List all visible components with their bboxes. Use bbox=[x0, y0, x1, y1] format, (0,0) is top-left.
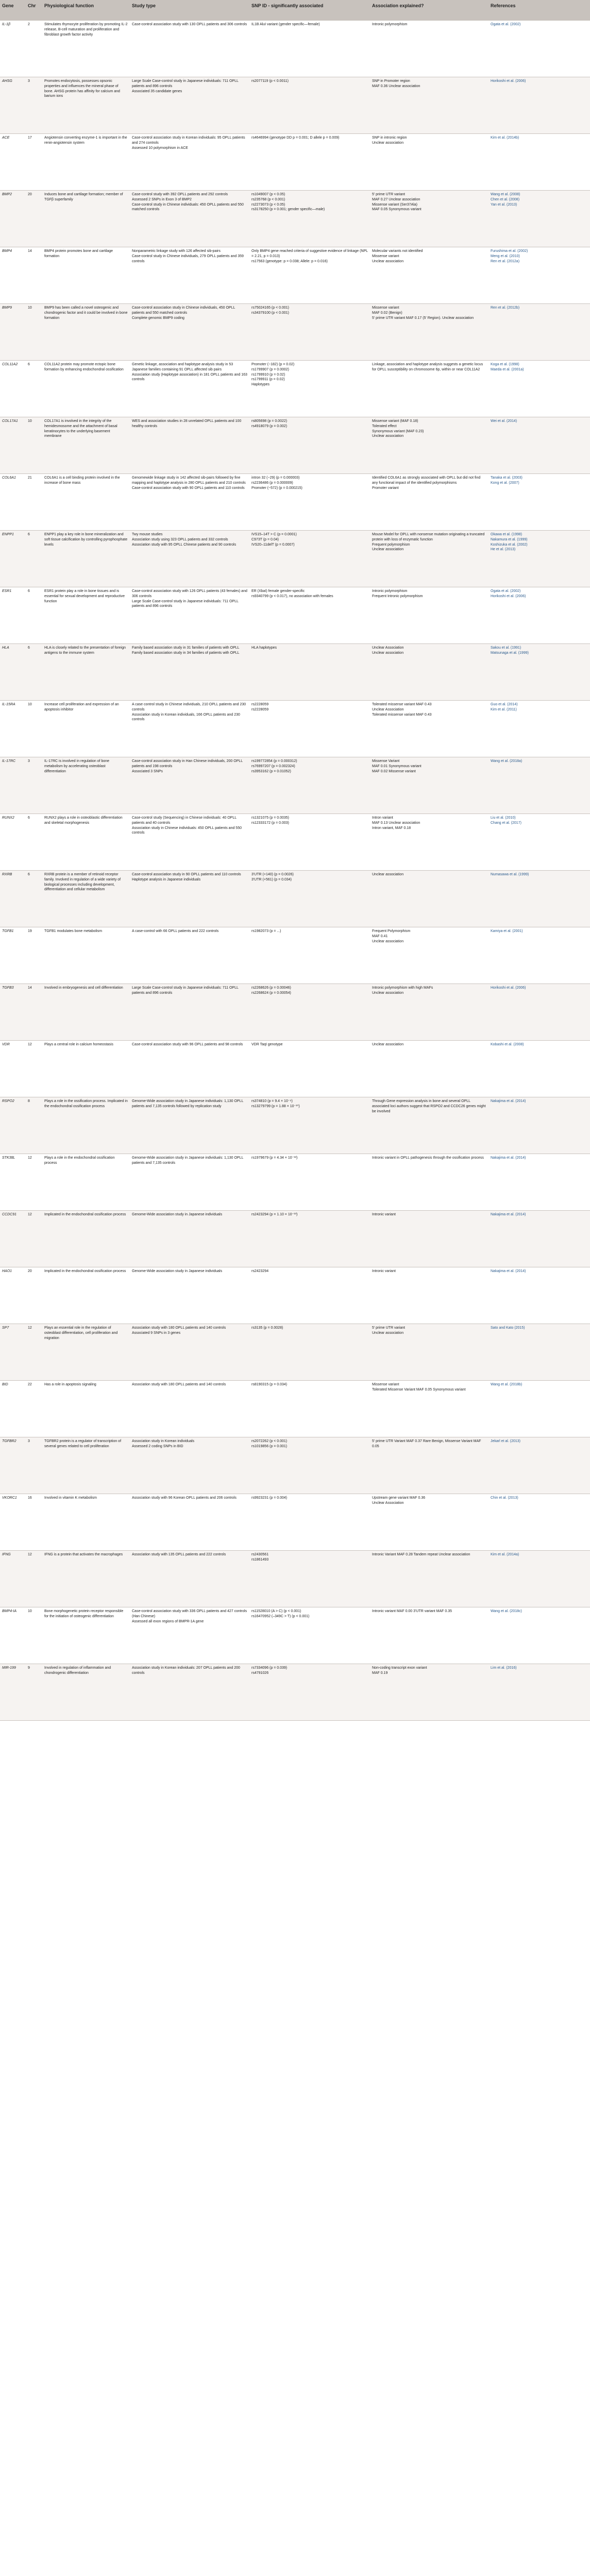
cell-references[interactable]: Nakajima et al. (2014) bbox=[491, 1099, 526, 1103]
cell-associated: SNP in intronic region Unclear association bbox=[372, 136, 407, 145]
cell-associated: Missense variant Tolerated Missense Variant MAF 0.05 Synonymous variant bbox=[372, 1383, 466, 1392]
cell-references[interactable]: Kamiya et al. (2001) bbox=[491, 929, 523, 933]
cell-associated: Intronic variant in OPLL pathogenesis through the ossification process bbox=[372, 1156, 484, 1160]
cell-associated: Missense Variant MAF 0.01 Synonymous variant MAF 0.02 Missense variant bbox=[372, 759, 422, 773]
cell-gene: IL-1β bbox=[2, 23, 11, 26]
cell-study: Genomewide linkage study in 142 affected sib-pairs followed by fine mapping and haplotype analysis in 280 OPLL patients and 210 controls Case-control association study with 90 OPLL patients and 110 controls bbox=[132, 476, 246, 490]
cell-gene: IL-15RA bbox=[2, 703, 15, 706]
cell-gene: TGFBR2 bbox=[2, 1439, 16, 1443]
cell-associated: Upstream gene variant MAF 0.36 Unclear Association bbox=[372, 1496, 426, 1505]
cell-study: Case-control association study with 96 OPLL patients and 98 controls bbox=[132, 1043, 243, 1046]
cell-gene: HAO1 bbox=[2, 1269, 12, 1273]
cell-gene: BMP2 bbox=[2, 193, 12, 196]
cell-chr: 10 bbox=[28, 1609, 32, 1613]
cell-function: TGFBR2 protein is a regulator of transcription of several genes related to cell proliferation bbox=[44, 1439, 122, 1448]
table-row bbox=[0, 77, 590, 134]
cell-gene: RXRB bbox=[2, 873, 12, 876]
cell-function: COL11A2 protein may promote ectopic bone formation by enhancing endochondral ossification bbox=[44, 363, 124, 371]
cell-references[interactable]: Lim et al. (2016) bbox=[491, 1666, 517, 1670]
cell-associated: Intronic variant MAF 0.00 3'UTR variant MAF 0.35 bbox=[372, 1609, 452, 1613]
cell-function: ESR1 protein play a role in bone tissues and is essential for sexual development and reproductive function bbox=[44, 589, 125, 603]
cell-function: Promotes endocytosis, possesses opsonic properties and influences the mineral phase of bone. AHSG protein has affinity for calcium and barium ions bbox=[44, 79, 120, 98]
cell-references[interactable]: Kobashi et al. (2008) bbox=[491, 1043, 524, 1046]
cell-study: Large Scale Case-control study in Japanese individuals: 711 OPLL patients and 896 controls bbox=[132, 986, 239, 995]
cell-function: HLA is closely related to the presentation of foreign antigens to the immune system bbox=[44, 646, 126, 655]
cell-chr: 12 bbox=[28, 1043, 32, 1046]
cell-associated: 5' prime UTR Variant MAF 0.37 Rare Benign, Missense Variant MAF 0.05 bbox=[372, 1439, 481, 1448]
cell-associated: 5' prime UTR variant MAF 0.27 Unclear association Missense variant (Ser37Ala) MAF 0.05 Synonymous variant bbox=[372, 193, 422, 212]
table-row bbox=[0, 361, 590, 417]
table-row bbox=[0, 1551, 590, 1607]
cell-function: ENPP1 play a key role in bone mineralization and soft tissue calcification by controlling pyrophosphate levels bbox=[44, 533, 128, 547]
cell-study: Case-control study (Sequencing) in Chinese individuals: 40 OPLL patients and 40 controls Association study in Chinese individuals: 450 OPLL patients and 550 controls bbox=[132, 816, 242, 835]
table-row bbox=[0, 1211, 590, 1267]
cell-study: Case-control study with 392 OPLL patients and 292 controls Assessed 2 SNPs in Exon 3 of BMP2 Case-control study in Chinese individuals: 450 OPLL patients and 550 matched controls bbox=[132, 193, 244, 212]
cell-references[interactable]: Wang et al. (2008) Chen et al. (2008) Yan et al. (2013) bbox=[491, 193, 520, 207]
cell-references[interactable]: Ogata et al. (2002) Horikoshi et al. (2006) bbox=[491, 589, 526, 598]
cell-function: BMP9 has been called a novel osteogenic and chondrogenic factor and it could be involved in bone formation bbox=[44, 306, 128, 320]
cell-chr: 2 bbox=[28, 23, 30, 26]
cell-study: Case-control association study with 130 OPLL patients and 306 controls bbox=[132, 23, 247, 26]
cell-chr: 12 bbox=[28, 1553, 32, 1556]
cell-function: Involved in embryogenesis and cell differentiation bbox=[44, 986, 123, 990]
cell-study: WES and association studies in 28 unrelated OPLL patients and 100 healthy controls bbox=[132, 419, 242, 428]
cell-function: COL17A1 is involved in the integrity of the hemidesmosome and the attachment of basal keratinocytes to the underlying basement membrane bbox=[44, 419, 117, 438]
cell-function: Involved in vitamin K metabolism bbox=[44, 1496, 97, 1500]
cell-references[interactable]: Wang et al. (2018c) bbox=[491, 1609, 522, 1613]
cell-chr: 9 bbox=[28, 1666, 30, 1670]
cell-function: Angiotensin converting enzyme-1 is important in the renin-angiotensin system bbox=[44, 136, 127, 145]
cell-snp: Promoter (−182) (p = 0.02) rs1799907 (p = 0.0002) rs1799910 (p = 0.02) rs1799911 (p = 0.02) Haplotypes bbox=[251, 363, 295, 387]
cell-references[interactable]: Tanaka et al. (2003) Kong et al. (2007) bbox=[491, 476, 522, 485]
cell-references[interactable]: Horikoshi et al. (2006) bbox=[491, 79, 526, 83]
cell-study: Genome-Wide association study in Japanese individuals: 1,130 OPLL patients and 7,135 controls bbox=[132, 1156, 244, 1165]
cell-chr: 21 bbox=[28, 476, 32, 480]
cell-study: Association study with 180 OPLL patients and 140 controls Associated 9 SNPs in 3 genes bbox=[132, 1326, 226, 1335]
cell-function: BMP4 protein promotes bone and cartilage formation bbox=[44, 249, 113, 258]
cell-associated: Intronic variant bbox=[372, 1269, 396, 1273]
cell-gene: ESR1 bbox=[2, 589, 12, 593]
cell-associated: Unclear Association Unclear association bbox=[372, 646, 404, 655]
cell-gene: IL-17RC bbox=[2, 759, 16, 763]
cell-snp: rs8190315 (p = 0.034) bbox=[251, 1383, 288, 1386]
cell-snp: rs2072262 (p < 0.001) rs1019856 (p = 0.001) bbox=[251, 1439, 288, 1448]
cell-study: A case-control with 66 OPLL patients and 222 controls bbox=[132, 929, 219, 933]
cell-chr: 20 bbox=[28, 193, 32, 196]
cell-associated: Linkage, association and haplotype analysis suggests a genetic locus for OPLL susceptibility on chromosome 6p, within or near COL11A2 bbox=[372, 363, 483, 371]
cell-snp: rs75024165 (p < 0.001) rs34379100 (p < 0.001) bbox=[251, 306, 289, 315]
cell-chr: 6 bbox=[28, 533, 30, 536]
table-header bbox=[0, 0, 590, 21]
table-row bbox=[0, 134, 590, 191]
cell-gene: RUNX2 bbox=[2, 816, 14, 820]
cell-references[interactable]: Wang et al. (2018a) bbox=[491, 759, 522, 763]
cell-gene: VKORC1 bbox=[2, 1496, 17, 1500]
cell-chr: 10 bbox=[28, 306, 32, 310]
table-row bbox=[0, 1267, 590, 1324]
cell-function: COL6A1 is a cell binding protein involved in the increase of bone mass bbox=[44, 476, 120, 485]
cell-snp: rs374810 (p = 9.4 × 10⁻⁹) rs13279799 (p = 1.88 × 10⁻¹⁰) bbox=[251, 1099, 300, 1108]
cell-function: Plays a role in the endochondral ossification process bbox=[44, 1156, 115, 1165]
cell-associated: Missense variant (MAF 0.18) Tolerated effect Synonymous variant (MAF 0.23) Unclear association bbox=[372, 419, 424, 438]
cell-associated: Non-coding transcript exon variant MAF 0.19 bbox=[372, 1666, 427, 1675]
cell-study: Genome-Wide association study in Japanese individuals bbox=[132, 1269, 223, 1273]
table-row bbox=[0, 1494, 590, 1551]
cell-associated: SNP in Promoter region MAF 0.36 Unclear association bbox=[372, 79, 420, 88]
cell-study: Large Scale Case-control study in Japanese individuals: 711 OPLL patients and 896 controls Associated 35 candidate genes bbox=[132, 79, 239, 93]
cell-snp: rs3135 (p = 0.0028) bbox=[251, 1326, 283, 1330]
cell-associated: Missense variant MAF 0.02 (Benign) 5' prime UTR variant MAF 0.17 (5' Region). Unclear association bbox=[372, 306, 474, 320]
cell-snp: intron 32 (−29) (p = 0.000003) rs2236486 (p = 0.000009) Promoter (−572) (p = 0.000215) bbox=[251, 476, 302, 490]
cell-references[interactable]: Jekarl et al. (2013) bbox=[491, 1439, 520, 1443]
cell-snp: IL1B AluI variant (gender specific—female) bbox=[251, 23, 320, 26]
cell-gene: TGFB3 bbox=[2, 986, 14, 990]
cell-references[interactable]: Wang et al. (2018b) bbox=[491, 1383, 522, 1386]
cell-study: Association study with 180 OPLL patients and 140 controls bbox=[132, 1383, 226, 1386]
table-row bbox=[0, 871, 590, 927]
cell-associated: Identified COL6A1 as strongly associated with OPLL but did not find any functional impact of the identified polymorphisms Promoter variant bbox=[372, 476, 481, 490]
cell-snp: rs2423294 (p = 1.10 × 10⁻¹³) bbox=[251, 1213, 298, 1216]
cell-gene: COL6A1 bbox=[2, 476, 16, 480]
cell-chr: 10 bbox=[28, 419, 32, 423]
cell-chr: 12 bbox=[28, 1213, 32, 1216]
cell-study: Association study with 96 Korean OPLL patients and 206 controls bbox=[132, 1496, 237, 1500]
table-row bbox=[0, 1097, 590, 1154]
cell-gene: BMP4 bbox=[2, 249, 12, 253]
cell-function: Increase cell proliferation and expression of an apoptosis inhibitor bbox=[44, 703, 119, 711]
cell-snp: rs1979679 (p = 4.34 × 10⁻¹²) bbox=[251, 1156, 298, 1160]
cell-references[interactable]: Nakajima et al. (2014) bbox=[491, 1156, 526, 1160]
cell-references[interactable]: Numasawa et al. (1999) bbox=[491, 873, 529, 876]
cell-gene: BMP9 bbox=[2, 306, 12, 310]
cell-snp: rs199772854 (p = 0.000312) rs76997207 (p = 0.002324) rs3953162 (p = 0.01052) bbox=[251, 759, 297, 773]
cell-chr: 8 bbox=[28, 1099, 30, 1103]
header-chr: Chr bbox=[28, 3, 36, 8]
cell-function: Plays an essential role in the regulation of osteoblast differentiation, cell proliferation and migration bbox=[44, 1326, 118, 1340]
cell-snp: HLA haplotypes bbox=[251, 646, 277, 650]
table-row bbox=[0, 417, 590, 474]
cell-chr: 6 bbox=[28, 873, 30, 876]
cell-associated: Molecular variants not identified Missense variant Unclear association bbox=[372, 249, 423, 263]
cell-chr: 6 bbox=[28, 363, 30, 366]
table-row bbox=[0, 814, 590, 871]
cell-function: Induces bone and cartilage formation; member of TGFβ superfamily bbox=[44, 193, 123, 201]
cell-gene: IFNG bbox=[2, 1553, 11, 1556]
cell-study: Association study with 135 OPLL patients and 222 controls bbox=[132, 1553, 226, 1556]
cell-study: Case-control association study in 90 OPLL patients and 110 controls Haplotype analysis in Japanese individuals bbox=[132, 873, 241, 882]
cell-function: IL-17RC is involved in regulation of bone metabolism by accelerating osteoblast differentiation bbox=[44, 759, 110, 773]
table-row bbox=[0, 984, 590, 1041]
header-references: References bbox=[491, 3, 516, 8]
cell-snp: rs1321075 (p = 0.0035) rs12333172 (p = 0.003) bbox=[251, 816, 289, 825]
cell-chr: 12 bbox=[28, 1326, 32, 1330]
cell-snp: IVS15–14T > C (p = 0.0001) C973T (p = 0.04) IVS20–11delT (p = 0.0007) bbox=[251, 533, 297, 547]
cell-function: Bone morphogenetic protein receptor responsible for the initiation of osteogenic differentiation bbox=[44, 1609, 124, 1618]
cell-associated: Through Gene expression analysis in bone and several OPLL associated loci authors suggest that RSPO2 and CCDC26 genes might be involved bbox=[372, 1099, 486, 1113]
cell-snp: rs2268626 (p = 0.00046) rs2268624 (p = 0.00054) bbox=[251, 986, 291, 995]
cell-snp: rs4646994 (genotype DD p = 0.001; D allele p = 0.009) bbox=[251, 136, 340, 140]
cell-chr: 20 bbox=[28, 1269, 32, 1273]
cell-references[interactable]: Nakajima et al. (2014) bbox=[491, 1213, 526, 1216]
cell-study: Association study in Korean individuals Assessed 2 coding SNPs in BID bbox=[132, 1439, 195, 1448]
cell-references[interactable]: Chin et al. (2013) bbox=[491, 1496, 518, 1500]
cell-gene: VDR bbox=[2, 1043, 10, 1046]
cell-function: Plays a central role in calcium homeostasis bbox=[44, 1043, 113, 1046]
cell-gene: AHSG bbox=[2, 79, 12, 83]
cell-chr: 10 bbox=[28, 703, 32, 706]
cell-chr: 6 bbox=[28, 589, 30, 593]
table-row bbox=[0, 1437, 590, 1494]
cell-references[interactable]: Sakou et al. (1991) Matsunaga et al. (1999) bbox=[491, 646, 529, 655]
cell-associated: Unclear association bbox=[372, 1043, 404, 1046]
cell-references[interactable]: Guo et al. (2014) Kim et al. (2011) bbox=[491, 703, 518, 711]
table-row bbox=[0, 587, 590, 644]
cell-study: Case-control association study with 126 OPLL patients (43 females) and 306 controls Large Scale Case-control study in Japanese individuals: 711 OPLL patients and 896 controls bbox=[132, 589, 247, 608]
cell-gene: RSPO2 bbox=[2, 1099, 14, 1103]
cell-chr: 3 bbox=[28, 1439, 30, 1443]
cell-gene: CCDC91 bbox=[2, 1213, 17, 1216]
cell-chr: 17 bbox=[28, 136, 32, 140]
cell-study: Genome-Wide association study in Japanese individuals: 1,130 OPLL patients and 7,135 controls followed by replication study bbox=[132, 1099, 244, 1108]
table-row bbox=[0, 1154, 590, 1211]
cell-function: RUNX2 plays a role in osteoblastic differentiation and skeletal morphogenesis bbox=[44, 816, 123, 825]
table-row bbox=[0, 757, 590, 814]
cell-snp: rs2077119 (p < 0.0011) bbox=[251, 79, 289, 83]
header-function: Physiological function bbox=[44, 3, 94, 8]
cell-snp: rs1049007 (p < 0.05) rs235768 (p < 0.001) rs2273073 (p < 0.05) rs3178250 (p = 0.001; gender specific—male) bbox=[251, 193, 325, 212]
cell-references[interactable]: Ogata et al. (2002) bbox=[491, 23, 521, 26]
cell-references[interactable]: Koga et al. (1998) Maeda et al. (2001a) bbox=[491, 363, 524, 371]
cell-gene: BMP4-IA bbox=[2, 1609, 17, 1613]
cell-study: Twy mouse studies Association study using 323 OPLL patients and 332 controls Association study with 95 OPLL Chinese patients and 90 controls bbox=[132, 533, 237, 547]
cell-chr: 19 bbox=[28, 929, 32, 933]
cell-associated: Intronic polymorphism Frequent Intronic polymorphism bbox=[372, 589, 423, 598]
cell-study: Family based association study in 31 families of patients with OPLL Family based association study in 34 families of patients with OPLL bbox=[132, 646, 240, 655]
cell-gene: TGFB1 bbox=[2, 929, 14, 933]
table-row bbox=[0, 474, 590, 531]
table-row bbox=[0, 1324, 590, 1381]
cell-references[interactable]: Sato and Kato (2015) bbox=[491, 1326, 525, 1330]
cell-function: Implicated in the endochondral ossification process bbox=[44, 1213, 126, 1216]
cell-chr: 14 bbox=[28, 986, 32, 990]
cell-function: Involved in regulation of inflammation and chondrogenic differentiation bbox=[44, 1666, 111, 1675]
cell-study: Nonparametric linkage study with 126 affected sib-pairs Case-control study in Chinese individuals, 279 OPLL patients and 359 controls bbox=[132, 249, 244, 263]
cell-gene: ENPP1 bbox=[2, 533, 14, 536]
cell-references[interactable]: Wei et al. (2014) bbox=[491, 419, 517, 423]
cell-study: Case-control association study in Chinese individuals, 450 OPLL patients and 550 matched controls Complete genomic BMP9 coding bbox=[132, 306, 235, 320]
cell-study: Genome-Wide association study in Japanese individuals bbox=[132, 1213, 223, 1216]
cell-references[interactable]: Kim et al. (2014a) bbox=[491, 1553, 519, 1556]
cell-snp: VDR TaqI genotype bbox=[251, 1043, 283, 1046]
cell-study: A case control study in Chinese individuals, 210 OPLL patients and 230 controls Association study in Korean individuals, 166 OPLL patients and 230 controls bbox=[132, 703, 246, 722]
cell-study: Genetic linkage, association and haplotype analysis study in 53 Japanese families containing 91 OPLL affected sib pairs Association study (Haplotype association) in 181 OPLL patients and 163 controls bbox=[132, 363, 247, 382]
cell-snp: rs11528010 (A > C) (p < 0.001) rs16470952 (–349C > T) (p < 0.001) bbox=[251, 1609, 310, 1618]
cell-snp: rs1982073 (p = ...) bbox=[251, 929, 281, 933]
cell-snp: Only BMP4 gene reached criteria of suggestive evidence of linkage (NPL = 2.21, p = 0.013) rs17563 (genotype: p = 0.038; Allele: p = 0.016) bbox=[251, 249, 368, 263]
cell-function: Stimulates thymocyte proliferation by promoting IL-2 release, B-cell maturation and proliferation and fibroblast growth factor activity bbox=[44, 23, 128, 37]
table-row bbox=[0, 247, 590, 304]
table-row bbox=[0, 1664, 590, 1721]
cell-associated: Intronic polymorphism bbox=[372, 23, 408, 26]
cell-function: Implicated in the endochondral ossification process bbox=[44, 1269, 126, 1273]
table-row bbox=[0, 1381, 590, 1437]
cell-chr: 3 bbox=[28, 79, 30, 83]
cell-chr: 12 bbox=[28, 1156, 32, 1160]
cell-snp: rs9923231 (p = 0.004) bbox=[251, 1496, 288, 1500]
cell-gene: ACE bbox=[2, 136, 10, 140]
header-study: Study type bbox=[132, 3, 156, 8]
cell-function: Plays a role in the ossification process. Implicated in the endochondral ossification process bbox=[44, 1099, 128, 1108]
cell-associated: Intronic polymorphism with high MAFs Unclear association bbox=[372, 986, 433, 995]
table-row bbox=[0, 701, 590, 757]
header-associated: Association explained? bbox=[372, 3, 424, 8]
table-body bbox=[0, 21, 590, 2576]
cell-gene: SP7 bbox=[2, 1326, 9, 1330]
cell-gene: COL17A1 bbox=[2, 419, 18, 423]
cell-references[interactable]: Horikoshi et al. (2006) bbox=[491, 986, 526, 990]
cell-study: Case-control association study in Han Chinese individuals, 200 OPLL patients and 198 controls Associated 3 SNPs bbox=[132, 759, 243, 773]
cell-references[interactable]: Okawa et al. (1998) Nakamura et al. (1999) Koshizuka et al. (2002) He et al. (2013) bbox=[491, 533, 528, 552]
cell-references[interactable]: Nakajima et al. (2014) bbox=[491, 1269, 526, 1273]
cell-gene: HLA bbox=[2, 646, 9, 650]
cell-study: Case-control association study in Korean individuals: 95 OPLL patients and 274 controls Assessed 10 polymorphism in ACE bbox=[132, 136, 245, 150]
header-snp: SNP ID - significantly associated bbox=[251, 3, 324, 8]
cell-snp: rs2228059 rs2228059 bbox=[251, 703, 269, 711]
table-row bbox=[0, 644, 590, 701]
table-row bbox=[0, 531, 590, 587]
cell-gene: MIR-199 bbox=[2, 1666, 16, 1670]
cell-references[interactable]: Kim et al. (2014b) bbox=[491, 136, 519, 140]
cell-chr: 14 bbox=[28, 249, 32, 253]
cell-snp: rs2430561 rs1861493 bbox=[251, 1553, 269, 1562]
cell-function: RXRB protein is a member of retinoid receptor family. Involved in regulation of a wide variety of biological processes including development, differentiation and cellular metabolism bbox=[44, 873, 121, 892]
cell-associated: Intron variant MAF 0.13 Unclear association Intron variant, MAF 0.18 bbox=[372, 816, 420, 830]
cell-chr: 6 bbox=[28, 646, 30, 650]
cell-chr: 6 bbox=[28, 816, 30, 820]
table-row bbox=[0, 304, 590, 361]
cell-associated: 5' prime UTR variant Unclear association bbox=[372, 1326, 405, 1335]
cell-snp: 3'UTR (+140) (p = 0.0026) 3'UTR (+561) (p = 0.034) bbox=[251, 873, 294, 882]
header-gene: Gene bbox=[2, 3, 14, 8]
cell-associated: Tolerated missense variant MAF 0.43 Unclear Association Tolerated missense variant MAF 0.43 bbox=[372, 703, 432, 717]
cell-snp: ER (XbaI) female gender-specific rs9340799 (p < 0.017), no association with females bbox=[251, 589, 333, 598]
cell-gene: BID bbox=[2, 1383, 8, 1386]
cell-chr: 22 bbox=[28, 1383, 32, 1386]
cell-gene: COL11A2 bbox=[2, 363, 18, 366]
cell-snp: rs2423294 bbox=[251, 1269, 269, 1273]
cell-function: TGFB1 modulates bone metabolism bbox=[44, 929, 103, 933]
table-row bbox=[0, 21, 590, 77]
table-row bbox=[0, 927, 590, 984]
cell-study: Case-control association study with 336 OPLL patients and 427 controls (Han Chinese) Assessed all exon regions of BMPR-1A gene bbox=[132, 1609, 247, 1623]
cell-snp: rs7334096 (p = 0.039) rs4791026 bbox=[251, 1666, 288, 1675]
cell-associated: Frequent Polymorphism MAF 0.41 Unclear association bbox=[372, 929, 411, 943]
cell-associated: Intronic variant bbox=[372, 1213, 396, 1216]
table-row bbox=[0, 1607, 590, 1664]
table-row bbox=[0, 191, 590, 247]
cell-associated: Mouse Model for OPLL with nonsense mutation originating a truncated protein with loss of enzymatic function Frequent polymorphism Unclear association bbox=[372, 533, 485, 552]
cell-gene: STK38L bbox=[2, 1156, 15, 1160]
cell-associated: Intronic Variant MAF 0.28 Tandem repeat Unclear association bbox=[372, 1553, 470, 1556]
cell-references[interactable]: Furushima et al. (2002) Meng et al. (2010) Ren et al. (2012a) bbox=[491, 249, 528, 263]
cell-snp: rs805698 (p = 0.0022) rs4918079 (p = 0.002) bbox=[251, 419, 288, 428]
table-row bbox=[0, 1041, 590, 1097]
cell-function: IFNG is a protein that activates the macrophages bbox=[44, 1553, 123, 1556]
cell-chr: 3 bbox=[28, 759, 30, 763]
cell-chr: 16 bbox=[28, 1496, 32, 1500]
cell-references[interactable]: Liu et al. (2010) Chang et al. (2017) bbox=[491, 816, 521, 825]
cell-references[interactable]: Ren et al. (2012b) bbox=[491, 306, 520, 310]
cell-function: Has a role in apoptosis signaling bbox=[44, 1383, 96, 1386]
cell-associated: Unclear association bbox=[372, 873, 404, 876]
cell-study: Association study in Korean individuals: 207 OPLL patients and 200 controls bbox=[132, 1666, 240, 1675]
